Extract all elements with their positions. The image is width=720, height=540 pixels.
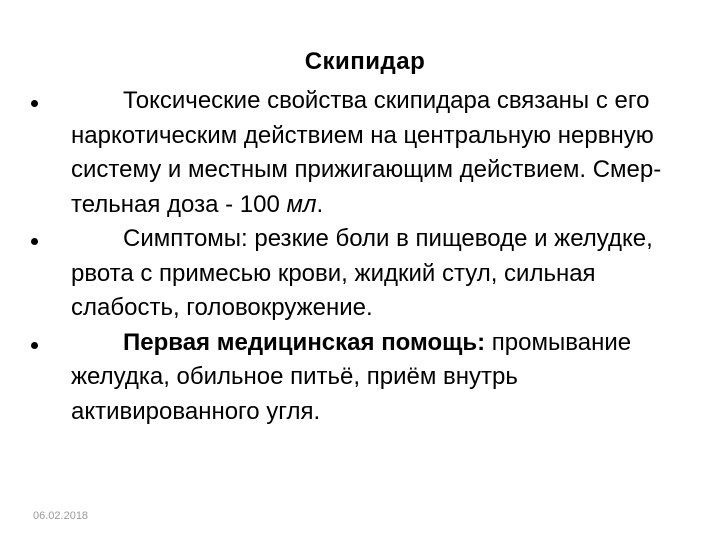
bullet-list [71,84,691,429]
footer-date: 06.02.2018 [33,510,89,522]
bullet-text-italic: мл [286,190,317,218]
bullet-text: Симптомы: резкие боли в пищеводе и желудке, рвота с примесью крови, жидкий стул, сильная слабость, головокружение. [71,225,653,321]
bullet-text: промывание желудка, обильное питьё, приём внутрь активированного угля. [71,328,632,425]
slide-title [0,48,720,76]
bullet-item-first-aid [71,326,691,430]
bullet-item-toxic-properties [71,84,691,222]
bullet-item-symptoms [71,222,691,326]
bullet-dot-icon [31,238,38,245]
bullet-text: Токсические свойства скипидара связаны с его наркотическим действием на центральную нервную систему и местным прижигающим действием. Смер-тельная доза - 100 [71,87,662,218]
bullet-dot-icon [31,100,38,107]
bullet-text-end: . [316,190,324,218]
bullet-text-bold: Первая медицинская помощь: [123,328,486,356]
slide-title-text: Скипидар [304,48,426,75]
bullet-dot-icon [31,342,38,349]
